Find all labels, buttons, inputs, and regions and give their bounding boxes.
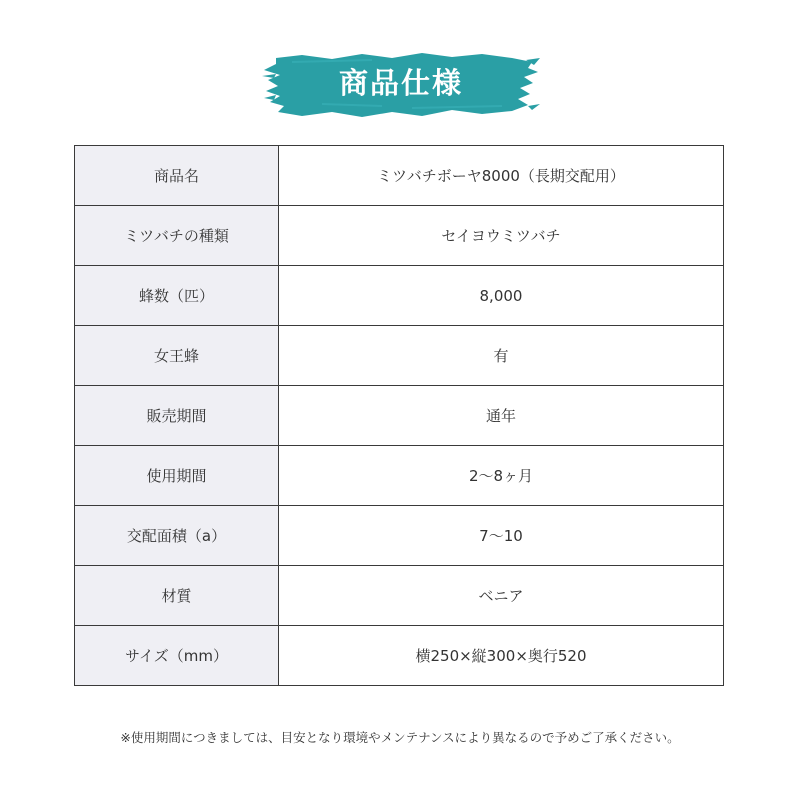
footnote: ※使用期間につきましては、目安となり環境やメンテナンスにより異なるので予めご了承ください。 [120,730,680,745]
spec-value: 7～10 [279,506,724,566]
title-banner [262,46,540,124]
spec-label: 交配面積（a） [75,506,279,566]
spec-row-usage-period [75,446,724,506]
spec-label: 商品名 [75,146,279,206]
spec-value: ミツバチボーヤ8000（長期交配用） [279,146,724,206]
spec-value: 横250×縦300×奥行520 [279,626,724,686]
spec-label: ミツバチの種類 [75,206,279,266]
spec-label: 販売期間 [75,386,279,446]
spec-row-sales-period [75,386,724,446]
spec-value: 8,000 [279,266,724,326]
spec-row-material [75,566,724,626]
spec-table [74,145,724,686]
spec-label: サイズ（mm） [75,626,279,686]
spec-label: 使用期間 [75,446,279,506]
spec-row-bee-count [75,266,724,326]
spec-label: 蜂数（匹） [75,266,279,326]
page-title: 商品仕様 [338,66,463,100]
spec-value: 2～8ヶ月 [279,446,724,506]
spec-row-pollination-area [75,506,724,566]
spec-value: セイヨウミツバチ [279,206,724,266]
spec-row-bee-type [75,206,724,266]
spec-row-size [75,626,724,686]
spec-value: ベニア [279,566,724,626]
spec-row-product-name [75,146,724,206]
spec-value: 通年 [279,386,724,446]
spec-row-queen [75,326,724,386]
spec-value: 有 [279,326,724,386]
spec-label: 材質 [75,566,279,626]
spec-label: 女王蜂 [75,326,279,386]
